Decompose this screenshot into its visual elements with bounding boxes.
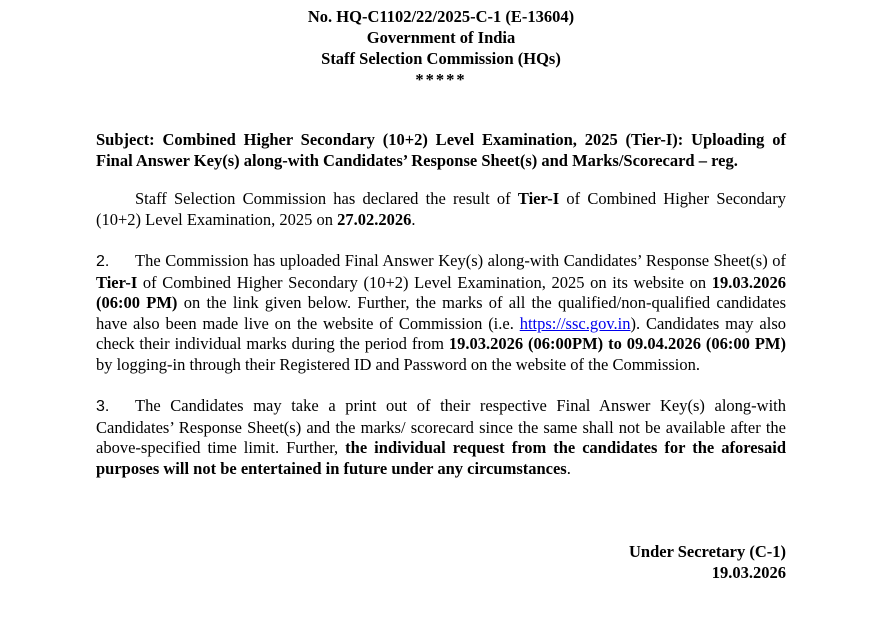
signature-date: 19.03.2026	[711, 563, 786, 582]
document-header	[96, 6, 786, 90]
text-run: The Commission has uploaded Final Answer Key(s) along-with Candidates’ Response Sheet(s) of	[135, 251, 786, 270]
text-run: of Combined Higher Secondary (10+2) Level Examination, 2025 on its website on	[137, 272, 712, 292]
text-run: by logging-in through their Registered ID and Password on the website of the Commission.	[96, 354, 701, 374]
paragraph-3	[96, 396, 786, 479]
tier-1-bold: Tier-I	[517, 189, 560, 208]
text-run: The Candidates may take a print out of their respective Final Answer Key(s) along-with Candidates’ Response Sheet(s) and the marks/ scorecard since the same shall not be available after the above-specified time limit. Further,	[96, 396, 786, 457]
paragraph-2	[96, 251, 786, 375]
result-date-bold: 27.02.2026	[337, 209, 412, 229]
no-entertain-warning-bold: the individual request from the candidates for the aforesaid purposes will not be entertained in future under any circumstances	[96, 438, 786, 478]
signatory-title: Under Secretary (C-1)	[628, 542, 786, 561]
reference-number: No. HQ-C1102/22/2025-C-1 (E-13604)	[307, 7, 575, 26]
subject-line: Subject: Combined Higher Secondary (10+2) Level Examination, 2025 (Tier-I): Uploading of Final Answer Key(s) along-with Candidates’ Response Sheet(s) and Marks/Scorecard – reg.	[96, 130, 786, 170]
signature-block	[96, 541, 786, 583]
upload-date-bold: 19.03.2026 (06:00 PM)	[96, 272, 786, 312]
text-run: Staff Selection Commission has declared the result of	[135, 189, 518, 208]
separator-stars: *****	[415, 70, 467, 89]
text-run: .	[411, 209, 416, 229]
org-line-commission: Staff Selection Commission (HQs)	[321, 49, 561, 68]
text-run: .	[566, 458, 571, 478]
paragraph-2-number: 2.	[96, 253, 110, 270]
text-run: on the link given below. Further, the marks of all the qualified/non-qualified candidates have also been made live on the website of Commission (i.e.	[96, 293, 787, 333]
text-run: of Combined Higher Secondary (10+2) Level Examination, 2025 on	[96, 189, 786, 229]
paragraph-3-number: 3.	[96, 398, 110, 415]
text-run: ). Candidates may also check their individual marks during the period from	[96, 313, 786, 353]
marks-check-period-bold: 19.03.2026 (06:00PM) to 09.04.2026 (06:00 PM)	[448, 334, 786, 353]
org-line-government-of-india: Government of India	[366, 28, 516, 47]
tier-1-bold: Tier-I	[96, 272, 138, 292]
ssc-website-link[interactable]: https://ssc.gov.in	[519, 313, 631, 333]
paragraph-1	[96, 189, 786, 230]
